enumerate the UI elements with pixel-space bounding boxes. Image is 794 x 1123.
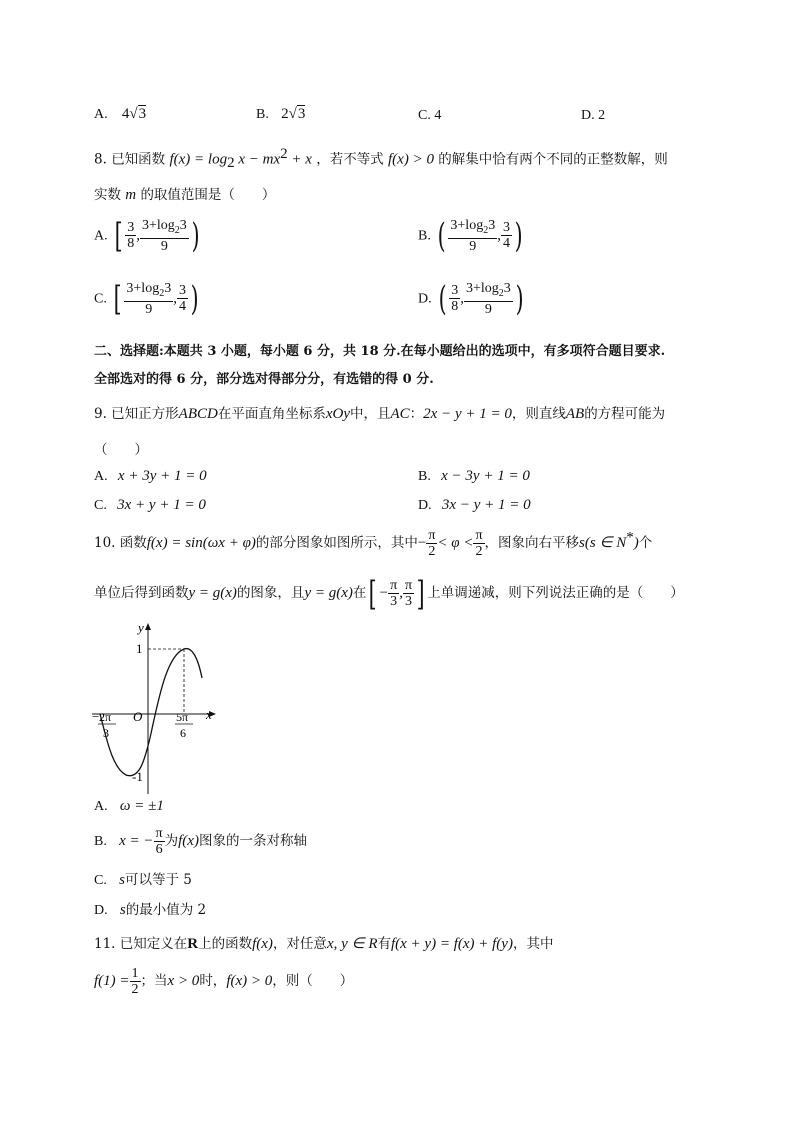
radicand: 3 [297, 106, 306, 122]
math: AC [390, 406, 410, 422]
q10-sine-graph [88, 618, 228, 796]
text: 在 [352, 585, 367, 601]
q9-option-d: D. 3x − y + 1 = 0 [418, 497, 531, 513]
option-label: A. [94, 107, 108, 122]
y-axis-label: y [138, 620, 144, 635]
text: ，则直线 [511, 406, 566, 422]
math: s(s ∈ N [579, 535, 627, 551]
fraction: $\frac{\pi}{2}$ [428, 528, 436, 559]
math: x − mx [234, 151, 281, 168]
math: 2x − y + 1 = 0 [423, 406, 512, 422]
fraction: $\frac{\pi}{3}$ [390, 578, 398, 609]
section-header-line2: 全部选对的得 6 分，部分选对得部分分，有选错的得 0 分. [94, 372, 434, 387]
text: 个 [638, 535, 653, 551]
right-tick-den: 6 [180, 726, 186, 740]
option-label: C. [94, 291, 107, 307]
q9-paren: （ ） [94, 442, 148, 458]
q8-option-d: D. ( $\frac{3}{8}$ , $\frac{3+\log_23}{9}$ ) [418, 278, 524, 319]
q7-option-a [94, 106, 146, 123]
fraction: $\frac{1}{2}$ [131, 966, 139, 997]
text: ，若不等式 [316, 151, 384, 168]
q11-stem-line1: 11. 已知定义在R上的函数f(x)，对任意x, y ∈ R有f(x + y) = f(x) + f(y)，其中 [94, 936, 554, 952]
q10-option-b: B. x = − $\frac{\pi}{6}$ 为f(x)图象的一条对称轴 [94, 826, 307, 857]
q10-option-d: D. s的最小值为 2 [94, 902, 207, 918]
section-header-line1: 二、选择题:本题共 3 小题，每小题 6 分，共 18 分.在每小题给出的选项中，有多项符合题目要求. [94, 344, 666, 359]
text: 的方程可能为 [584, 406, 666, 422]
q9-option-c: C. 3x + y + 1 = 0 [94, 497, 206, 513]
math-sup: 2 [280, 146, 288, 162]
right-tick-num: 5π [176, 710, 189, 724]
math: − [417, 535, 427, 551]
y-axis-arrow [145, 623, 151, 630]
option-label: B. [256, 107, 269, 122]
question-number: 8. [94, 151, 107, 168]
fraction: $\frac{3}{4}$ [502, 220, 510, 252]
x-axis-label: x [206, 707, 212, 722]
q10-stem-line2: 单位后得到函数y = g(x)的图象，且y = g(x)在[ − $\frac{\pi}{3}$ , $\frac{\pi}{3}$ ] 上单调递减，则下列说法正确的是（ ） [94, 573, 684, 614]
math-sub: 2 [227, 155, 235, 172]
q8-option-a: A. [ $\frac{3}{8}$ , $\frac{3+\log_23}{9}$ ) [94, 215, 200, 256]
coef: 2 [281, 106, 289, 122]
math: < φ < [437, 535, 474, 551]
q8-stem-line2 [94, 183, 275, 204]
q9-option-a: A. x + 3y + 1 = 0 [94, 468, 207, 484]
option-label: B. [418, 228, 431, 244]
text: 10. 函数 [94, 535, 147, 551]
text: 中，且 [350, 406, 391, 422]
sqrt-symbol: √ [129, 106, 138, 122]
left-tick-num: 2π [99, 710, 112, 724]
math: y = g(x) [188, 585, 237, 601]
text: 的部分图象如图所示，其中 [255, 535, 418, 551]
q7-option-d: D. 2 [581, 108, 606, 123]
text: 的解集中恰有两个不同的正整数解，则 [438, 151, 668, 168]
fraction: $\frac{\pi}{2}$ [475, 528, 483, 559]
fraction: $\frac{3}{8}$ [451, 283, 459, 315]
radicand: 3 [138, 106, 147, 122]
math: ABCD [178, 406, 218, 422]
option-label: A. [94, 228, 108, 244]
math: AB [565, 406, 585, 422]
option-label: D. [418, 291, 432, 307]
text: 已知函数 [111, 151, 166, 168]
q8-option-c: C. [ $\frac{3+\log_23}{9}$ , $\frac{3}{4}$ ) [94, 278, 199, 319]
fraction: $\frac{3}{8}$ [127, 220, 135, 252]
q8-stem-line1 [94, 146, 668, 172]
text: 单位后得到函数 [94, 585, 189, 601]
math: f(x) = log [169, 151, 228, 168]
q9-stem [94, 402, 665, 423]
q9-option-b: B. x − 3y + 1 = 0 [418, 468, 530, 484]
text: 的图象，且 [236, 585, 305, 601]
text: ： [409, 406, 424, 422]
left-tick-minus: − [92, 709, 100, 724]
math: y = g(x) [304, 585, 353, 601]
text: ，图象向右平移 [484, 535, 580, 551]
math: ) [633, 535, 639, 551]
text: 上单调递减，则下列说法正确的是（ ） [427, 585, 684, 601]
q10-option-c: C. s可以等于 5 [94, 872, 192, 888]
q7-option-c: C. 4 [418, 108, 442, 123]
tick-label-one: 1 [136, 641, 143, 656]
q8-option-b: B. ( $\frac{3+\log_23}{9}$ , $\frac{3}{4}$ ) [418, 215, 523, 256]
coef: 4 [121, 106, 130, 122]
math: m [125, 187, 137, 203]
math: f(x) > 0 [388, 151, 434, 168]
fraction: $\frac{\pi}{3}$ [404, 578, 413, 609]
q11-stem-line2: f(1) = $\frac{1}{2}$ ；当x > 0时，f(x) > 0，则（ ） [94, 966, 354, 997]
text: 在平面直角坐标系 [217, 406, 326, 422]
math: + x [287, 151, 312, 168]
fraction: $\frac{3+\log_23}{9}$ [465, 281, 511, 317]
left-tick-den: 3 [103, 726, 109, 740]
math: f(x) = sin(ωx + φ) [146, 535, 256, 551]
text: 的取值范围是（ ） [140, 187, 276, 203]
fraction: $\frac{3+\log_23}{9}$ [450, 218, 496, 254]
text: 实数 [94, 187, 121, 203]
fraction: $\frac{3+\log_23}{9}$ [141, 218, 187, 254]
math-sup: * [626, 529, 634, 546]
q7-option-b [256, 106, 305, 123]
origin-label: O [133, 709, 143, 724]
fraction: $\frac{3}{4}$ [178, 283, 186, 315]
q10-option-a: A. ω = ±1 [94, 798, 164, 814]
tick-label-neg-one: -1 [132, 769, 143, 784]
sqrt-symbol: √ [288, 106, 297, 122]
math: xOy [325, 406, 350, 422]
q10-stem-line1 [94, 528, 652, 559]
text: 9. 已知正方形 [94, 406, 179, 422]
fraction: $\frac{3+\log_23}{9}$ [126, 281, 172, 317]
